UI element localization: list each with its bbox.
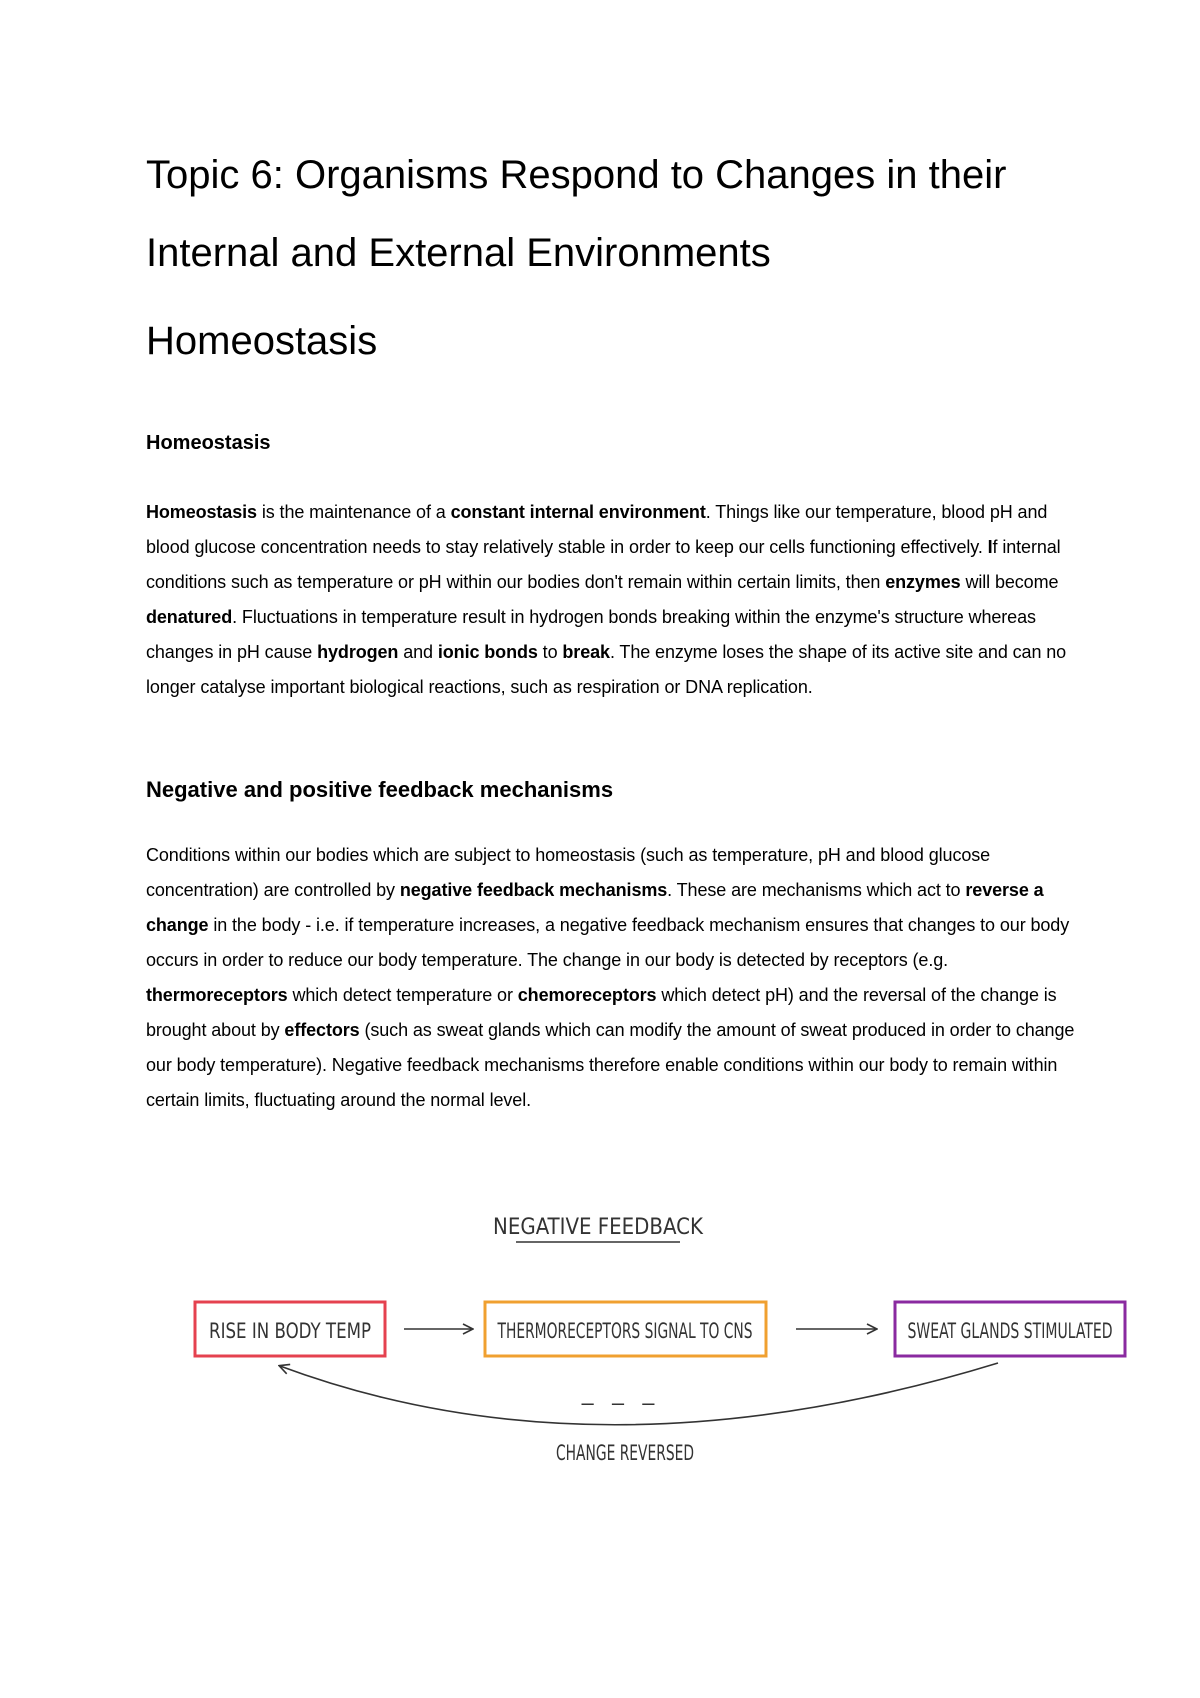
text-run: will become	[960, 572, 1059, 592]
feedback-paragraph	[146, 838, 1076, 1118]
bold-term: break	[562, 642, 610, 662]
text-run: Conditions within our bodies which are subject to homeostasis (such as temperature, pH and blood glucose concentration) are controlled by	[146, 845, 991, 900]
text-run: . Things like our temperature, blood pH and blood glucose concentration needs to stay relatively stable in order to keep our cells functioning effectively.	[146, 502, 1048, 557]
diagram-title: NEGATIVE FEEDBACK	[493, 1215, 703, 1240]
text-run: (such as sweat glands which can modify the amount of sweat produced in order to change our body temperature). Negative feedback mechanisms therefore enable conditions within our body to remain within certain limits, fluctuating around the normal level.	[146, 1020, 1075, 1110]
bold-term: effectors	[284, 1020, 360, 1040]
negative-feedback-diagram	[180, 1200, 1140, 1500]
page-title: Topic 6: Organisms Respond to Changes in their Internal and External Environments	[146, 153, 1007, 275]
bold-term: Homeostasis	[146, 502, 257, 522]
bold-term: denatured	[146, 607, 233, 627]
bold-term: constant internal environment	[450, 502, 706, 522]
text-run: and	[398, 642, 438, 662]
bold-term: negative feedback mechanisms	[399, 880, 668, 900]
text-run: . Fluctuations in temperature result in hydrogen bonds breaking within the enzyme's structure whereas changes in pH cause	[146, 607, 1036, 662]
box-label-sweat-glands: SWEAT GLANDS STIMULATED	[907, 1319, 1113, 1343]
loop-label: CHANGE REVERSED	[556, 1441, 694, 1465]
feedback-heading: Negative and positive feedback mechanisms	[146, 777, 614, 802]
bold-term: enzymes	[885, 572, 961, 592]
bold-term: reverse a change	[146, 880, 1044, 935]
section-heading: Homeostasis	[146, 319, 378, 363]
subsection-heading: Homeostasis	[146, 432, 271, 454]
homeostasis-paragraph	[146, 495, 1076, 705]
text-run: in the body - i.e. if temperature increases, a negative feedback mechanism ensures that changes to our body occurs in order to reduce our body temperature. The change in our body is detected by receptors (e.g.	[146, 915, 1070, 970]
text-run: to	[537, 642, 563, 662]
box-label-thermoreceptors: THERMORECEPTORS SIGNAL TO CNS	[496, 1319, 753, 1343]
text-run: . The enzyme loses the shape of its active site and can no longer catalyse important biological reactions, such as respiration or DNA replication.	[146, 642, 1067, 697]
text-run: f internal conditions such as temperature or pH within our bodies don't remain within certain limits, then	[146, 537, 1061, 592]
bold-term: hydrogen	[317, 642, 399, 662]
text-run: . These are mechanisms which act to	[667, 880, 966, 900]
text-run: which detect temperature or	[287, 985, 518, 1005]
text-run: which detect pH) and the reversal of the change is brought about by	[146, 985, 1057, 1040]
text-run: is the maintenance of a	[256, 502, 451, 522]
bold-term: chemoreceptors	[517, 985, 657, 1005]
bold-term: ionic bonds	[437, 642, 538, 662]
loop-negative-signs: – – –	[581, 1390, 661, 1415]
bold-term: thermoreceptors	[146, 985, 288, 1005]
bold-term: I	[987, 537, 993, 557]
box-label-rise-in-body-temp: RISE IN BODY TEMP	[209, 1319, 371, 1343]
